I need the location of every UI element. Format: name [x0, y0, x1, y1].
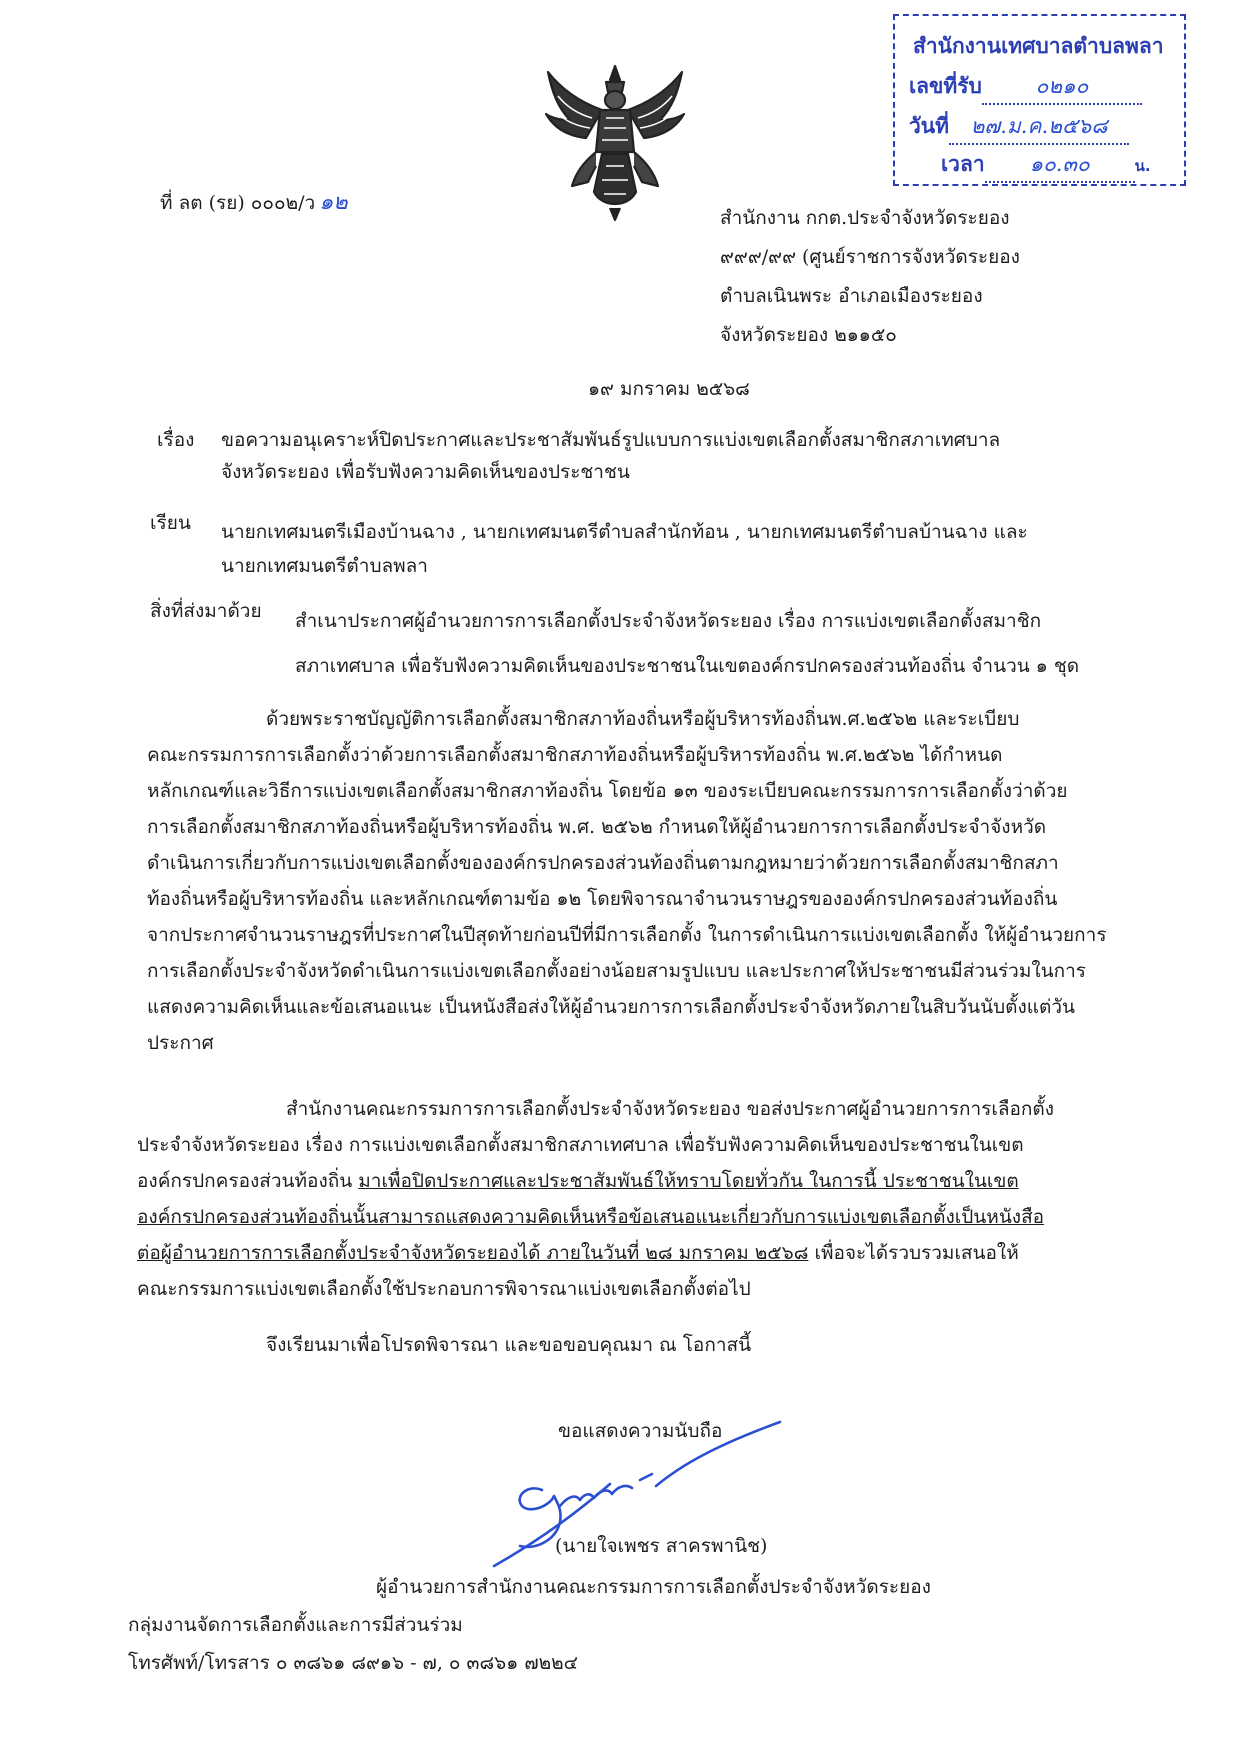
para2-line-1: สำนักงานคณะกรรมการการเลือกตั้งประจำจังหวัดระยอง ขอส่งประกาศผู้อำนวยการการเลือกตั้ง — [286, 1098, 1054, 1120]
para1-line-6: ท้องถิ่นหรือผู้บริหารท้องถิ่น และหลักเกณฑ์ตามข้อ ๑๒ โดยพิจารณาจำนวนราษฎรขององค์กรปกครองส่วนท้องถิ่น — [147, 888, 1058, 910]
sender-line-3: ตำบลเนินพระ อำเภอเมืองระยอง — [720, 285, 983, 307]
para2-deadline: ต่อผู้อำนวยการการเลือกตั้งประจำจังหวัดระยองได้ ภายในวันที่ ๒๘ มกราคม ๒๕๖๘ — [137, 1242, 809, 1264]
para2-underlined-notice: มาเพื่อปิดประกาศและประชาสัมพันธ์ให้ทราบโดยทั่วกัน ในการนี้ ประชาชนในเขต — [358, 1170, 1019, 1192]
para1-line-10: ประกาศ — [147, 1032, 214, 1054]
closing-request: จึงเรียนมาเพื่อโปรดพิจารณา และขอขอบคุณมา ณ โอกาสนี้ — [266, 1334, 752, 1356]
para2-line-3: องค์กรปกครองส่วนท้องถิ่น มาเพื่อปิดประกาศและประชาสัมพันธ์ให้ทราบโดยทั่วกัน ในการนี้ ประชาชนในเขต — [137, 1170, 1019, 1192]
receipt-stamp — [893, 14, 1186, 186]
department: กลุ่มงานจัดการเลือกตั้งและการมีส่วนร่วม — [128, 1614, 463, 1636]
subject-line-2: จังหวัดระยอง เพื่อรับฟังความคิดเห็นของประชาชน — [221, 461, 630, 483]
stamp-received-no-value: ๐๒๑๐ — [982, 70, 1142, 105]
para1-line-7: จากประกาศจำนวนราษฎรที่ประกาศในปีสุดท้ายก่อนปีที่มีการเลือกตั้ง ในการดำเนินการแบ่งเขตเลือกตั้ง ให้ผู้อำนวยการ — [147, 924, 1107, 946]
para1-line-9: แสดงความคิดเห็นและข้อเสนอแนะ เป็นหนังสือส่งให้ผู้อำนวยการการเลือกตั้งประจำจังหวัดภายในสิบวันนับตั้งแต่วัน — [147, 996, 1076, 1018]
subject-label: เรื่อง — [157, 429, 195, 451]
stamp-office: สำนักงานเทศบาลตำบลพลา — [913, 34, 1164, 58]
sender-line-1: สำนักงาน กกต.ประจำจังหวัดระยอง — [720, 207, 1010, 229]
para2-line-5: ต่อผู้อำนวยการการเลือกตั้งประจำจังหวัดระยองได้ ภายในวันที่ ๒๘ มกราคม ๒๕๖๘ เพื่อจะได้รวบรวมเสนอให้ — [137, 1242, 1019, 1264]
para2-line-2: ประจำจังหวัดระยอง เรื่อง การแบ่งเขตเลือกตั้งสมาชิกสภาเทศบาล เพื่อรับฟังความคิดเห็นของประชาชนในเขต — [137, 1134, 1024, 1156]
closing-salutation: ขอแสดงความนับถือ — [558, 1420, 723, 1442]
para1-line-2: คณะกรรมการการเลือกตั้งว่าด้วยการเลือกตั้งสมาชิกสภาท้องถิ่นหรือผู้บริหารท้องถิ่น พ.ศ.๒๕๖๒ ได้กำหนด — [147, 744, 1003, 766]
para1-line-4: การเลือกตั้งสมาชิกสภาท้องถิ่นหรือผู้บริหารท้องถิ่น พ.ศ. ๒๕๖๒ กำหนดให้ผู้อำนวยการการเลือกตั้งประจำจังหวัด — [147, 816, 1047, 838]
enclosure-line-2: สภาเทศบาล เพื่อรับฟังความคิดเห็นของประชาชนในเขตองค์กรปกครองส่วนท้องถิ่น จำนวน ๑ ชุด — [295, 655, 1080, 677]
para1-line-3: หลักเกณฑ์และวิธีการแบ่งเขตเลือกตั้งสมาชิกสภาท้องถิ่น โดยข้อ ๑๓ ของระเบียบคณะกรรมการการเลือกตั้งว่าด้วย — [147, 780, 1068, 802]
para1-line-8: การเลือกตั้งประจำจังหวัดดำเนินการแบ่งเขตเลือกตั้งอย่างน้อยสามรูปแบบ และประกาศให้ประชาชนมีส่วนร่วมในการ — [147, 960, 1087, 982]
signer-title: ผู้อำนวยการสำนักงานคณะกรรมการการเลือกตั้งประจำจังหวัดระยอง — [376, 1576, 931, 1598]
stamp-date-value: ๒๗.ม.ค.๒๕๖๘ — [949, 110, 1129, 145]
stamp-time-value: ๑๐.๓๐ — [985, 148, 1135, 183]
sender-line-4: จังหวัดระยอง ๒๑๑๕๐ — [720, 324, 897, 346]
enclosure-line-1: สำเนาประกาศผู้อำนวยการการเลือกตั้งประจำจังหวัดระยอง เรื่อง การแบ่งเขตเลือกตั้งสมาชิก — [295, 610, 1042, 632]
para2-line-4: องค์กรปกครองส่วนท้องถิ่นนั้นสามารถแสดงความคิดเห็นหรือข้อเสนอแนะเกี่ยวกับการแบ่งเขตเลือกตั้งเป็นหนังสือ — [137, 1206, 1045, 1228]
document-number-handwritten: ๑๒ — [319, 190, 348, 215]
to-line-1: นายกเทศมนตรีเมืองบ้านฉาง , นายกเทศมนตรีตำบลสำนักท้อน , นายกเทศมนตรีตำบลบ้านฉาง และ — [221, 521, 1028, 543]
phone-fax: โทรศัพท์/โทรสาร ๐ ๓๘๖๑ ๘๙๑๖ - ๗, ๐ ๓๘๖๑ ๗๒๒๔ — [128, 1652, 579, 1674]
signer-name: (นายใจเพชร สาครพานิช) — [555, 1535, 768, 1557]
to-label: เรียน — [150, 512, 191, 534]
garuda-emblem-icon — [540, 62, 690, 222]
para2-line-6: คณะกรรมการแบ่งเขตเลือกตั้งใช้ประกอบการพิจารณาแบ่งเขตเลือกตั้งต่อไป — [137, 1278, 751, 1300]
sender-line-2: ๙๙๙/๙๙ (ศูนย์ราชการจังหวัดระยอง — [720, 246, 1020, 268]
stamp-time: เวลา ๑๐.๓๐ น. — [941, 148, 1151, 183]
enclosure-label: สิ่งที่ส่งมาด้วย — [150, 600, 262, 622]
subject-line-1: ขอความอนุเคราะห์ปิดประกาศและประชาสัมพันธ์รูปแบบการแบ่งเขตเลือกตั้งสมาชิกสภาเทศบาล — [221, 429, 1001, 451]
para1-line-1: ด้วยพระราชบัญญัติการเลือกตั้งสมาชิกสภาท้องถิ่นหรือผู้บริหารท้องถิ่นพ.ศ.๒๕๖๒ และระเบียบ — [266, 708, 1020, 730]
document-number: ที่ ลต (รย) ๐๐๐๒/ว ๑๒ — [160, 190, 348, 215]
to-line-2: นายกเทศมนตรีตำบลพลา — [221, 555, 428, 577]
para1-line-5: ดำเนินการเกี่ยวกับการแบ่งเขตเลือกตั้งขององค์กรปกครองส่วนท้องถิ่นตามกฎหมายว่าด้วยการเลือกตั้งสมาชิกสภา — [147, 852, 1059, 874]
stamp-date: วันที่ ๒๗.ม.ค.๒๕๖๘ — [909, 110, 1129, 145]
stamp-received-no: เลขที่รับ ๐๒๑๐ — [909, 70, 1142, 105]
document-date: ๑๙ มกราคม ๒๕๖๘ — [588, 378, 750, 400]
